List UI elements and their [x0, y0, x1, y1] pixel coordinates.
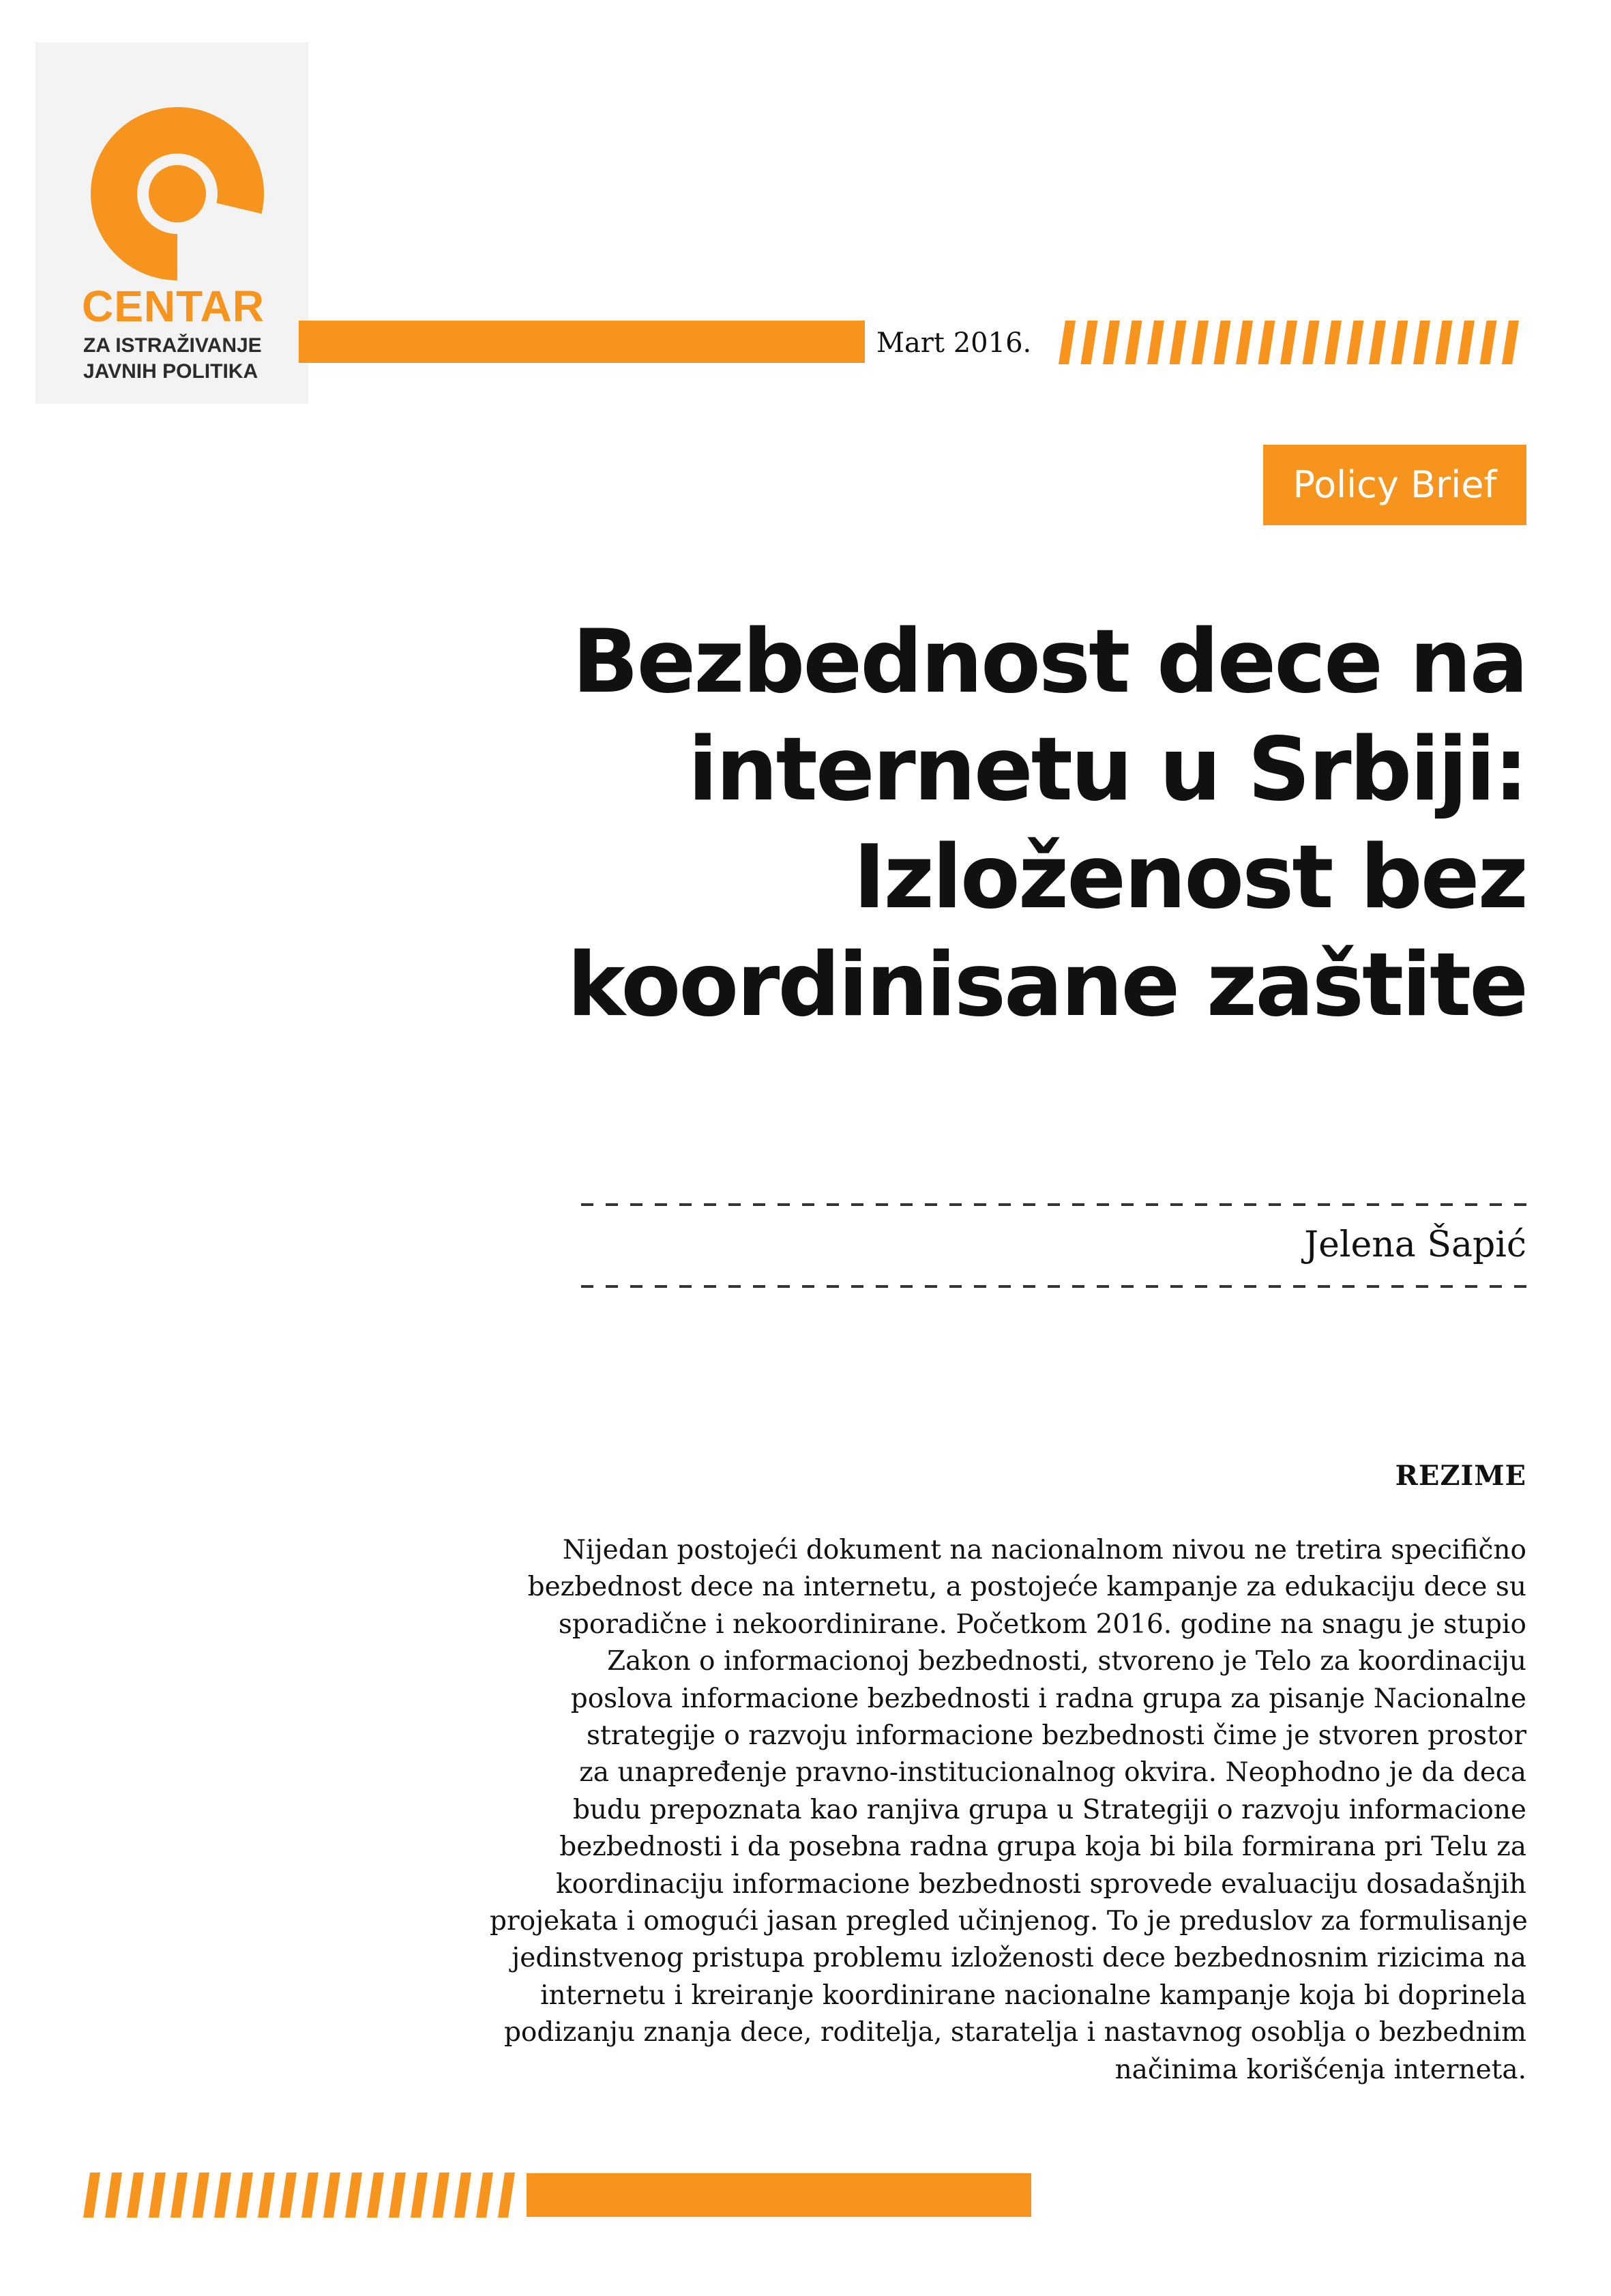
policy-brief-badge: Policy Brief: [1263, 445, 1526, 525]
stripe-mark: [411, 2173, 428, 2218]
stripe-mark: [1347, 321, 1364, 364]
title-line: Bezbednost dece na: [572, 611, 1526, 713]
logo-subtitle-line-1: ZA ISTRAŽIVANJE: [83, 334, 262, 357]
logo: [35, 42, 308, 404]
summary-line: podizanju znanja dece, roditelja, staratelja i nastavnog osoblja o bezbednim: [503, 2017, 1526, 2048]
stripe-mark: [432, 2173, 449, 2218]
document-title: [537, 608, 1526, 1040]
stripe-mark: [1480, 321, 1497, 364]
stripe-mark: [454, 2173, 471, 2218]
stripe-mark: [236, 2173, 253, 2218]
author-name: Jelena Šapić: [1304, 1224, 1526, 1265]
dashed-divider-bottom: [581, 1285, 1526, 1288]
stripe-mark: [367, 2173, 384, 2218]
summary-line: sporadične i nekoordinirane. Početkom 2016. godine na snagu je stupio: [558, 1608, 1526, 1640]
summary-line: bezbednost dece na internetu, a postojeće kampanje za edukaciju dece su: [527, 1572, 1526, 1603]
summary-line: strategije o razvoju informacione bezbednosti čime je stvoren prostor: [587, 1720, 1526, 1752]
stripe-mark: [1391, 321, 1408, 364]
stripe-mark: [301, 2173, 319, 2218]
summary-line: Nijedan postojeći dokument na nacionalnom nivou ne tretira specifično: [562, 1535, 1526, 1565]
summary-line: internetu i kreiranje koordinirane nacionalne kampanje koja bi doprinela: [540, 1979, 1526, 2011]
summary-heading: REZIME: [1395, 1460, 1526, 1492]
stripe-mark: [476, 2173, 493, 2218]
stripe-mark: [323, 2173, 340, 2218]
logo-subtitle-line-2: JAVNIH POLITIKA: [83, 360, 258, 383]
stripe-mark: [345, 2173, 362, 2218]
stripe-mark: [1436, 321, 1453, 364]
footer-bar: [527, 2173, 1031, 2217]
title-line: Izloženost bez: [853, 827, 1526, 928]
stripe-mark: [1303, 321, 1320, 364]
stripe-mark: [1103, 321, 1120, 364]
stripe-mark: [1214, 321, 1231, 364]
summary-line: načinima korišćenja interneta.: [1114, 2054, 1526, 2085]
stripe-mark: [171, 2173, 188, 2218]
stripe-mark: [1502, 321, 1519, 364]
stripe-mark: [1280, 321, 1297, 364]
logo-c-icon: [89, 105, 266, 282]
logo-name: CENTAR: [82, 282, 265, 331]
header-bar: [299, 321, 865, 363]
stripe-mark: [192, 2173, 209, 2218]
stripe-mark: [1059, 321, 1076, 364]
summary-line: za unapređenje pravno-institucionalnog okvira. Neophodno je da deca: [579, 1757, 1526, 1789]
summary-paragraph: [490, 1532, 1526, 2089]
header-stripes-decoration: [1056, 321, 1526, 364]
stripe-mark: [127, 2173, 144, 2218]
stripe-mark: [1325, 321, 1342, 364]
stripe-mark: [389, 2173, 406, 2218]
stripe-mark: [214, 2173, 231, 2218]
stripe-mark: [149, 2173, 166, 2218]
dashed-divider-top: [581, 1203, 1526, 1206]
summary-line: jedinstvenog pristupa problemu izloženosti dece bezbednosnim rizicima na: [512, 1943, 1526, 1974]
summary-line: budu prepoznata kao ranjiva grupa u Strategiji o razvoju informacione: [572, 1794, 1526, 1825]
stripe-mark: [1081, 321, 1098, 364]
footer-stripes-decoration: [80, 2173, 524, 2218]
stripe-mark: [1413, 321, 1430, 364]
publication-date: Mart 2016.: [876, 327, 1032, 359]
stripe-mark: [1369, 321, 1386, 364]
stripe-mark: [1170, 321, 1187, 364]
summary-line: koordinaciju informacione bezbednosti sprovede evaluaciju dosadašnjih: [555, 1868, 1526, 1900]
stripe-mark: [1236, 321, 1253, 364]
summary-line: poslova informacione bezbednosti i radna grupa za pisanje Nacionalne: [570, 1683, 1526, 1714]
summary-line: projekata i omogući jasan pregled učinjenog. To je preduslov za formulisanje: [490, 1906, 1528, 1937]
stripe-mark: [83, 2173, 100, 2218]
stripe-mark: [258, 2173, 275, 2218]
stripe-mark: [280, 2173, 297, 2218]
stripe-mark: [105, 2173, 122, 2218]
stripe-mark: [1125, 321, 1142, 364]
stripe-mark: [1258, 321, 1275, 364]
summary-line: bezbednosti i da posebna radna grupa koja bi bila formirana pri Telu za: [559, 1831, 1526, 1863]
stripe-mark: [1147, 321, 1164, 364]
stripe-mark: [1458, 321, 1475, 364]
summary-line: Zakon o informacionoj bezbednosti, stvoreno je Telo za koordinaciju: [607, 1646, 1526, 1677]
stripe-mark: [498, 2173, 515, 2218]
stripe-mark: [1192, 321, 1209, 364]
title-line: internetu u Srbiji:: [688, 719, 1526, 821]
title-line: koordinisane zaštite: [567, 934, 1526, 1036]
